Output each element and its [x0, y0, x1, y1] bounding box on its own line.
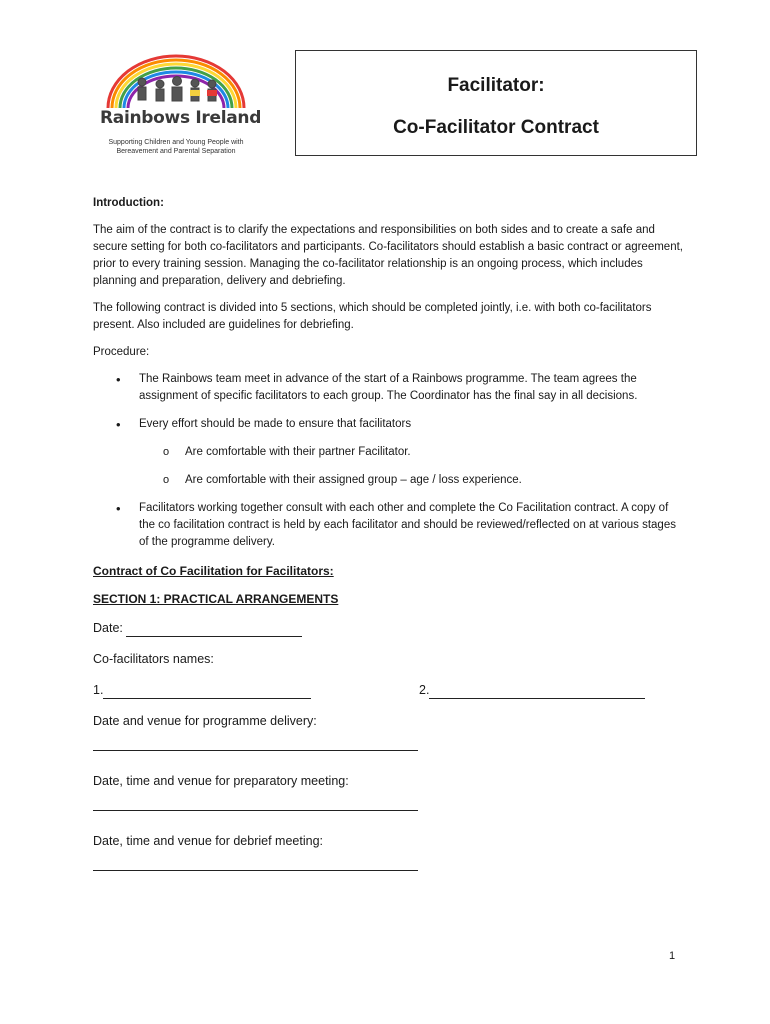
procedure-bullet-2: • Every effort should be made to ensure that facilitators [93, 416, 683, 433]
date-input-line[interactable] [126, 622, 302, 637]
name-1-input-line[interactable] [103, 684, 311, 699]
intro-paragraph-1: The aim of the contract is to clarify the expectations and responsibilities on both sides and to create a safe and secure setting for both co-facilitators and participants. Co-facilitators should establish a basic contract or agreement, prior to every training session. Managing the co-facilitator relationship is an ongoing process, which includes planning and preparation, delivery and debriefing. [93, 224, 683, 287]
rainbows-ireland-logo [96, 52, 262, 162]
date-field-row [93, 620, 683, 638]
co-facilitators-names-label: Co-facilitators names: [93, 652, 214, 666]
venue-delivery-label: Date and venue for programme delivery: [93, 714, 317, 728]
name-2-input-line[interactable] [429, 684, 645, 699]
contract-title: Contract of Co Facilitation for Facilitators: [93, 564, 334, 578]
procedure-sub-item-2: o Are comfortable with their assigned group – age / loss experience. [93, 472, 683, 489]
page-number: 1 [669, 950, 676, 962]
debrief-meeting-input-line[interactable] [93, 869, 418, 871]
facilitator-names-row [93, 682, 683, 700]
prep-meeting-label: Date, time and venue for preparatory meeting: [93, 774, 349, 788]
procedure-list [93, 371, 683, 551]
name-1-label: 1. [93, 683, 104, 697]
venue-delivery-input-line[interactable] [93, 749, 418, 751]
introduction-heading: Introduction: [93, 197, 164, 209]
date-label: Date: [93, 621, 123, 635]
procedure-bullet-3: • Facilitators working together consult with each other and complete the Co Facilitation contract. A copy of the co facilitation contract is held by each facilitator and should be reviewed/reflected on at various stages of the programme delivery. [93, 500, 683, 551]
procedure-bullet-1: • The Rainbows team meet in advance of the start of a Rainbows programme. The team agrees the assignment of specific facilitators to each group. The Coordinator has the final say in all decisions. [93, 371, 683, 405]
title-line-1: Facilitator: [447, 75, 545, 96]
section-1-title: SECTION 1: PRACTICAL ARRANGEMENTS [93, 592, 339, 606]
procedure-label: Procedure: [93, 346, 150, 358]
title-line-2: Co-Facilitator Contract [393, 117, 599, 138]
debrief-meeting-label: Date, time and venue for debrief meeting: [93, 834, 323, 848]
rainbow-children-icon [100, 52, 252, 110]
logo-tagline: Supporting Children and Young People with Bereavement and Parental Separation [108, 139, 244, 155]
name-2-label: 2. [419, 683, 430, 697]
procedure-sub-item-1: o Are comfortable with their partner Facilitator. [93, 444, 683, 461]
title-box [295, 50, 697, 156]
prep-meeting-input-line[interactable] [93, 809, 418, 811]
logo-name: Rainbows Ireland [100, 108, 262, 128]
name-2-field [419, 682, 645, 699]
document-body [93, 195, 683, 893]
intro-paragraph-2: The following contract is divided into 5 sections, which should be completed jointly, i.e. with both co-facilitators present. Also included are guidelines for debriefing. [93, 302, 652, 331]
